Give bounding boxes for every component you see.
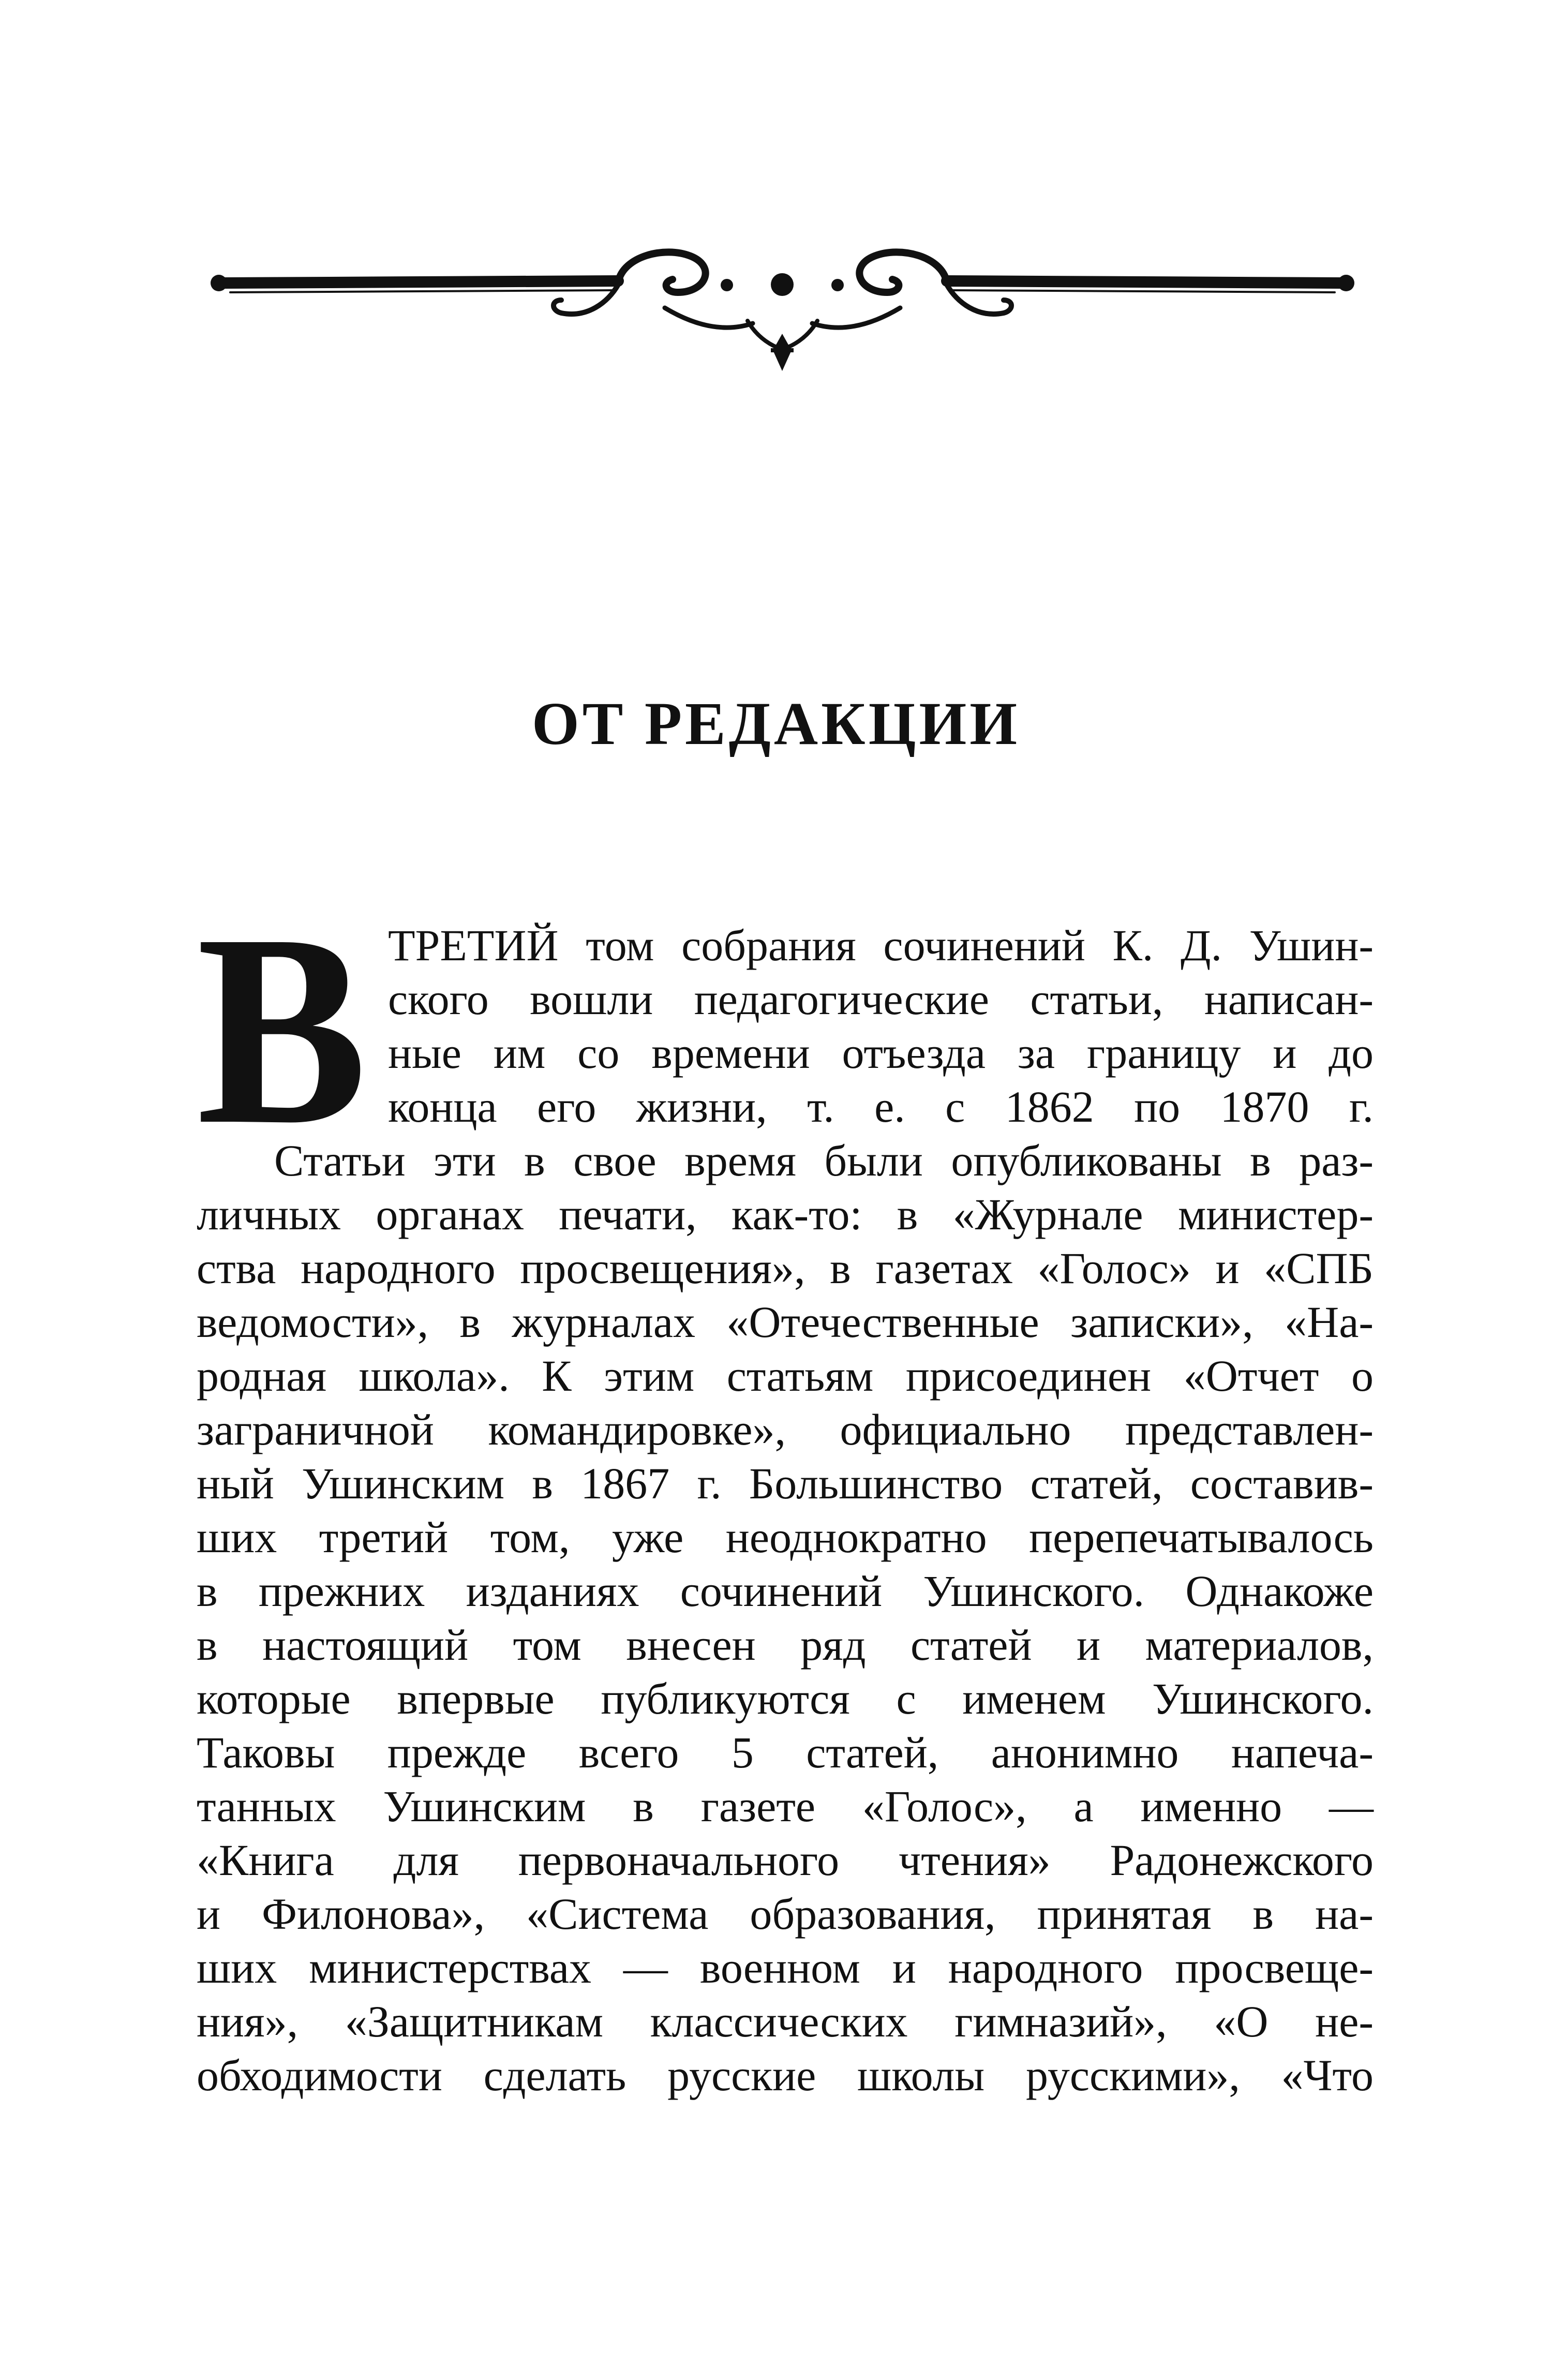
text-line: ные им со времени отъезда за границу и до xyxy=(388,1028,1374,1078)
text-line: конца его жизни, т. е. с 1862 по 1870 г. xyxy=(388,1082,1374,1132)
text-line: родная школа». К этим статьям присоединен «Отчет о xyxy=(197,1351,1374,1401)
text-line: «Книга для первоначального чтения» Радонежского xyxy=(197,1835,1374,1885)
header-ornament xyxy=(210,235,1355,391)
text-line: в прежних изданиях сочинений Ушинского. Однакоже xyxy=(197,1566,1374,1616)
text-line: ный Ушинским в 1867 г. Большинство статей, составив- xyxy=(197,1459,1374,1508)
text-line: Статьи эти в свое время были опубликованы в раз- xyxy=(274,1136,1374,1185)
text-line: личных органах печати, как-то: в «Журнале министер- xyxy=(197,1189,1374,1239)
text-line: ства народного просвещения», в газетах «Голос» и «СПБ xyxy=(197,1243,1374,1293)
drop-cap xyxy=(197,923,367,1127)
text-line: ского вошли педагогические статьи, написан- xyxy=(388,974,1374,1024)
text-line: Таковы прежде всего 5 статей, анонимно напеча- xyxy=(197,1728,1374,1777)
text-line: в настоящий том внесен ряд статей и материалов, xyxy=(197,1620,1374,1670)
text-line: танных Ушинским в газете «Голос», а именно — xyxy=(197,1781,1374,1831)
text-line: ших министерствах — военном и народного просвеще- xyxy=(197,1943,1374,1992)
text-line: ния», «Защитникам классических гимназий», «О не- xyxy=(197,1997,1374,2046)
page-title: ОТ РЕДАКЦИИ xyxy=(531,690,1021,757)
text-line: ТРЕТИЙ том собрания сочинений К. Д. Ушин- xyxy=(388,920,1374,970)
text-line: ших третий том, уже неоднократно перепечатывалось xyxy=(197,1512,1374,1562)
text-line: обходимости сделать русские школы русскими», «Что xyxy=(197,2050,1374,2100)
text-line: заграничной командировке», официально представлен- xyxy=(197,1405,1374,1454)
drop-cap-letter: В xyxy=(197,923,367,1127)
text-line: ведомости», в журналах «Отечественные записки», «На- xyxy=(197,1297,1374,1347)
text-line: которые впервые публикуются с именем Ушинского. xyxy=(197,1674,1374,1723)
article-body xyxy=(197,918,1374,2102)
text-line: и Филонова», «Система образования, принятая в на- xyxy=(197,1889,1374,1939)
